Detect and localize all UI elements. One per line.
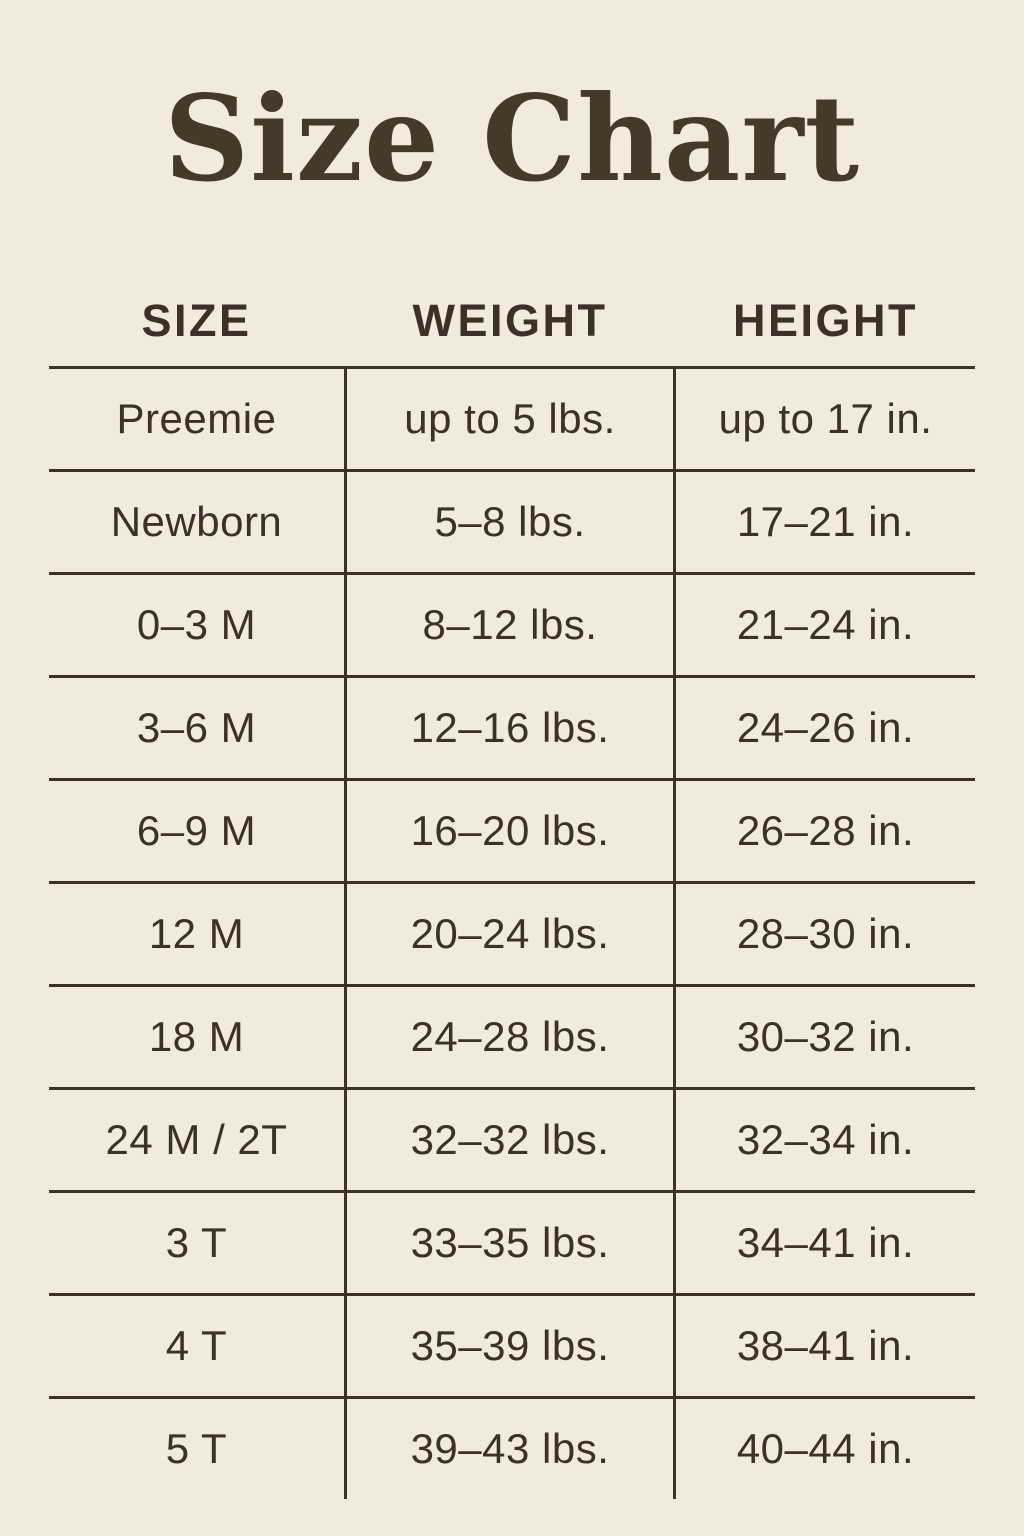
cell-size: 18 M	[49, 984, 344, 1087]
cell-height: 26–28 in.	[676, 778, 975, 881]
cell-size: Preemie	[49, 366, 344, 469]
cell-height: 38–41 in.	[676, 1293, 975, 1396]
cell-weight: 20–24 lbs.	[344, 881, 676, 984]
cell-size: 4 T	[49, 1293, 344, 1396]
cell-height: 32–34 in.	[676, 1087, 975, 1190]
cell-height: 17–21 in.	[676, 469, 975, 572]
cell-size: 0–3 M	[49, 572, 344, 675]
cell-weight: 5–8 lbs.	[344, 469, 676, 572]
cell-size: 3–6 M	[49, 675, 344, 778]
cell-size: Newborn	[49, 469, 344, 572]
cell-height: 24–26 in.	[676, 675, 975, 778]
cell-height: 28–30 in.	[676, 881, 975, 984]
page-title: Size Chart	[163, 69, 861, 208]
size-chart-table	[49, 276, 975, 1499]
cell-height: 34–41 in.	[676, 1190, 975, 1293]
cell-height: 21–24 in.	[676, 572, 975, 675]
cell-size: 5 T	[49, 1396, 344, 1499]
cell-height: 30–32 in.	[676, 984, 975, 1087]
cell-weight: 35–39 lbs.	[344, 1293, 676, 1396]
cell-height: up to 17 in.	[676, 366, 975, 469]
cell-weight: 8–12 lbs.	[344, 572, 676, 675]
column-header-weight: WEIGHT	[412, 295, 608, 346]
cell-weight: 12–16 lbs.	[344, 675, 676, 778]
cell-weight: 24–28 lbs.	[344, 984, 676, 1087]
cell-weight: 32–32 lbs.	[344, 1087, 676, 1190]
cell-size: 12 M	[49, 881, 344, 984]
cell-height: 40–44 in.	[676, 1396, 975, 1499]
cell-size: 3 T	[49, 1190, 344, 1293]
cell-weight: 39–43 lbs.	[344, 1396, 676, 1499]
cell-weight: up to 5 lbs.	[344, 366, 676, 469]
cell-size: 6–9 M	[49, 778, 344, 881]
cell-weight: 16–20 lbs.	[344, 778, 676, 881]
column-header-size: SIZE	[141, 295, 252, 346]
cell-size: 24 M / 2T	[49, 1087, 344, 1190]
column-header-height: HEIGHT	[732, 295, 918, 346]
cell-weight: 33–35 lbs.	[344, 1190, 676, 1293]
